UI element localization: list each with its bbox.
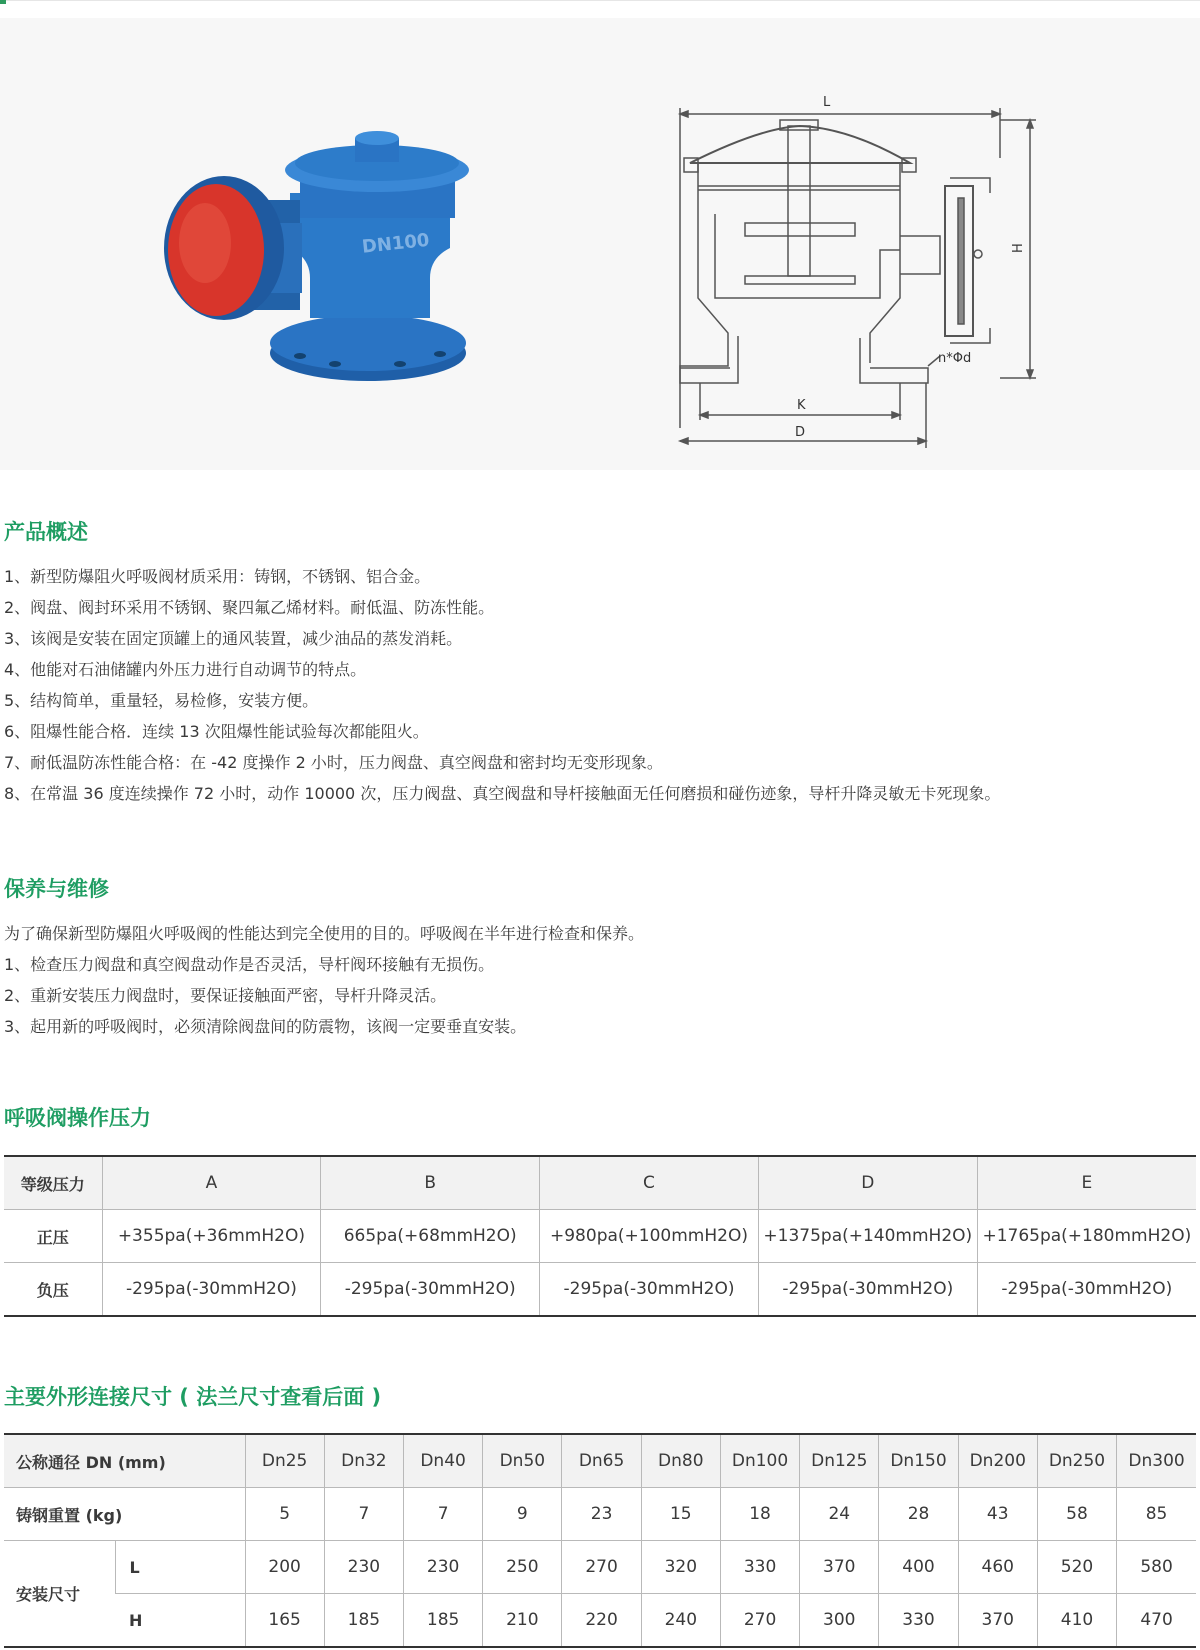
dimensions-table xyxy=(4,1433,1196,1648)
table-cell: 85 xyxy=(1117,1488,1196,1541)
table-header-cell: A xyxy=(102,1156,321,1210)
table-cell: 460 xyxy=(958,1541,1037,1594)
table-cell: 210 xyxy=(483,1594,562,1648)
pressure-table xyxy=(4,1155,1196,1317)
table-header-cell: Dn250 xyxy=(1037,1434,1116,1488)
table-cell: +980pa(+100mmH2O) xyxy=(540,1210,759,1263)
table-cell: 220 xyxy=(562,1594,641,1648)
row-subheader-cell: L xyxy=(115,1541,245,1594)
table-cell: 270 xyxy=(562,1541,641,1594)
table-header-cell: 等级压力 xyxy=(4,1156,102,1210)
drawing-dimension-labels xyxy=(795,95,1026,440)
dim-label-L: L xyxy=(823,95,831,110)
pressure-header-row xyxy=(4,1156,1196,1210)
pressure-negative-row xyxy=(4,1263,1196,1317)
maintenance-list xyxy=(4,918,644,1042)
table-header-cell: Dn100 xyxy=(720,1434,799,1488)
table-cell: -295pa(-30mmH2O) xyxy=(321,1263,540,1317)
table-cell: 7 xyxy=(403,1488,482,1541)
table-cell: 240 xyxy=(641,1594,720,1648)
table-cell: 330 xyxy=(879,1594,958,1648)
table-cell: -295pa(-30mmH2O) xyxy=(758,1263,977,1317)
valve-photo xyxy=(164,131,469,381)
table-header-cell: Dn300 xyxy=(1117,1434,1196,1488)
table-cell: 43 xyxy=(958,1488,1037,1541)
dim-label-D: D xyxy=(795,425,806,440)
dim-label-K: K xyxy=(797,398,806,413)
table-cell: +1765pa(+180mmH2O) xyxy=(977,1210,1196,1263)
install-L-row xyxy=(4,1541,1196,1594)
table-cell: 5 xyxy=(245,1488,324,1541)
overview-list xyxy=(4,561,1000,809)
table-cell: 23 xyxy=(562,1488,641,1541)
overview-item: 2、阀盘、阀封环采用不锈钢、聚四氟乙烯材料。耐低温、防冻性能。 xyxy=(4,598,495,617)
table-header-cell: Dn200 xyxy=(958,1434,1037,1488)
row-header-cell: 安装尺寸 xyxy=(4,1541,115,1648)
table-cell: 165 xyxy=(245,1594,324,1648)
pressure-title: 呼吸阀操作压力 xyxy=(4,1106,151,1130)
table-cell: 300 xyxy=(800,1594,879,1648)
table-header-cell: Dn25 xyxy=(245,1434,324,1488)
table-cell: 330 xyxy=(720,1541,799,1594)
table-cell: 185 xyxy=(403,1594,482,1648)
table-cell: 410 xyxy=(1037,1594,1116,1648)
table-header-cell: D xyxy=(758,1156,977,1210)
overview-item: 4、他能对石油储罐内外压力进行自动调节的特点。 xyxy=(4,660,367,679)
table-header-cell: 公称通径 DN (mm) xyxy=(4,1434,245,1488)
install-H-row xyxy=(4,1594,1196,1648)
table-cell: 400 xyxy=(879,1541,958,1594)
table-cell: 9 xyxy=(483,1488,562,1541)
overview-item: 1、新型防爆阻火呼吸阀材质采用：铸钢，不锈钢、铝合金。 xyxy=(4,567,431,586)
dimensions-header-row xyxy=(4,1434,1196,1488)
table-cell: 24 xyxy=(800,1488,879,1541)
valve-dn-label: DN100 xyxy=(360,229,431,258)
maintenance-item: 1、检查压力阀盘和真空阀盘动作是否灵活，导杆阀环接触有无损伤。 xyxy=(4,955,495,974)
overview-item: 5、结构简单，重量轻，易检修，安装方便。 xyxy=(4,691,319,710)
table-cell: 18 xyxy=(720,1488,799,1541)
table-header-cell: C xyxy=(540,1156,759,1210)
dim-label-nd: n*Φd xyxy=(938,351,972,366)
table-cell: 580 xyxy=(1117,1541,1196,1594)
table-header-cell: Dn65 xyxy=(562,1434,641,1488)
table-cell: 665pa(+68mmH2O) xyxy=(321,1210,540,1263)
maintenance-title: 保养与维修 xyxy=(4,877,109,901)
row-header-cell: 铸钢重置 (kg) xyxy=(4,1488,245,1541)
table-header-cell: Dn32 xyxy=(324,1434,403,1488)
row-header-cell: 正压 xyxy=(4,1210,102,1263)
table-cell: 28 xyxy=(879,1488,958,1541)
table-cell: 270 xyxy=(720,1594,799,1648)
overview-item: 7、耐低温防冻性能合格：在 -42 度操作 2 小时，压力阀盘、真空阀盘和密封均无变形现象。 xyxy=(4,753,663,772)
valve-technical-drawing xyxy=(680,108,1036,448)
row-header-cell: 负压 xyxy=(4,1263,102,1317)
corner-accent xyxy=(0,0,6,4)
table-header-cell: Dn125 xyxy=(800,1434,879,1488)
table-cell: 320 xyxy=(641,1541,720,1594)
table-cell: 370 xyxy=(958,1594,1037,1648)
table-header-cell: Dn40 xyxy=(403,1434,482,1488)
table-header-cell: Dn50 xyxy=(483,1434,562,1488)
table-cell: 230 xyxy=(324,1541,403,1594)
hero-panel xyxy=(0,18,1200,470)
table-cell: 520 xyxy=(1037,1541,1116,1594)
maintenance-item: 3、起用新的呼吸阀时，必须清除阀盘间的防震物，该阀一定要垂直安装。 xyxy=(4,1017,527,1036)
table-cell: 230 xyxy=(403,1541,482,1594)
maintenance-item: 2、重新安装压力阀盘时，要保证接触面严密，导杆升降灵活。 xyxy=(4,986,447,1005)
table-cell: +1375pa(+140mmH2O) xyxy=(758,1210,977,1263)
row-subheader-cell: H xyxy=(115,1594,245,1648)
dim-label-H: H xyxy=(1011,243,1026,253)
top-rule xyxy=(0,0,1200,1)
pressure-positive-row xyxy=(4,1210,1196,1263)
weight-row xyxy=(4,1488,1196,1541)
maintenance-item: 为了确保新型防爆阻火呼吸阀的性能达到完全使用的目的。呼吸阀在半年进行检查和保养。 xyxy=(4,924,645,943)
table-cell: 185 xyxy=(324,1594,403,1648)
table-cell: 15 xyxy=(641,1488,720,1541)
table-header-cell: Dn80 xyxy=(641,1434,720,1488)
table-cell: 470 xyxy=(1117,1594,1196,1648)
table-header-cell: B xyxy=(321,1156,540,1210)
table-cell: -295pa(-30mmH2O) xyxy=(540,1263,759,1317)
table-header-cell: E xyxy=(977,1156,1196,1210)
table-cell: 370 xyxy=(800,1541,879,1594)
overview-title: 产品概述 xyxy=(4,520,88,544)
overview-item: 6、阻爆性能合格．连续 13 次阻爆性能试验每次都能阻火。 xyxy=(4,722,429,741)
table-cell: +355pa(+36mmH2O) xyxy=(102,1210,321,1263)
table-cell: 7 xyxy=(324,1488,403,1541)
table-cell: -295pa(-30mmH2O) xyxy=(977,1263,1196,1317)
product-illustrations xyxy=(0,18,1200,470)
dimensions-title: 主要外形连接尺寸 ( 法兰尺寸查看后面 ) xyxy=(4,1385,382,1409)
table-cell: -295pa(-30mmH2O) xyxy=(102,1263,321,1317)
table-cell: 250 xyxy=(483,1541,562,1594)
table-cell: 200 xyxy=(245,1541,324,1594)
overview-item: 8、在常温 36 度连续操作 72 小时，动作 10000 次，压力阀盘、真空阀盘和导杆接触面无任何磨损和碰伤迹象，导杆升降灵敏无卡死现象。 xyxy=(4,784,1001,803)
overview-item: 3、该阀是安装在固定顶罐上的通风装置，减少油品的蒸发消耗。 xyxy=(4,629,463,648)
table-cell: 58 xyxy=(1037,1488,1116,1541)
table-header-cell: Dn150 xyxy=(879,1434,958,1488)
